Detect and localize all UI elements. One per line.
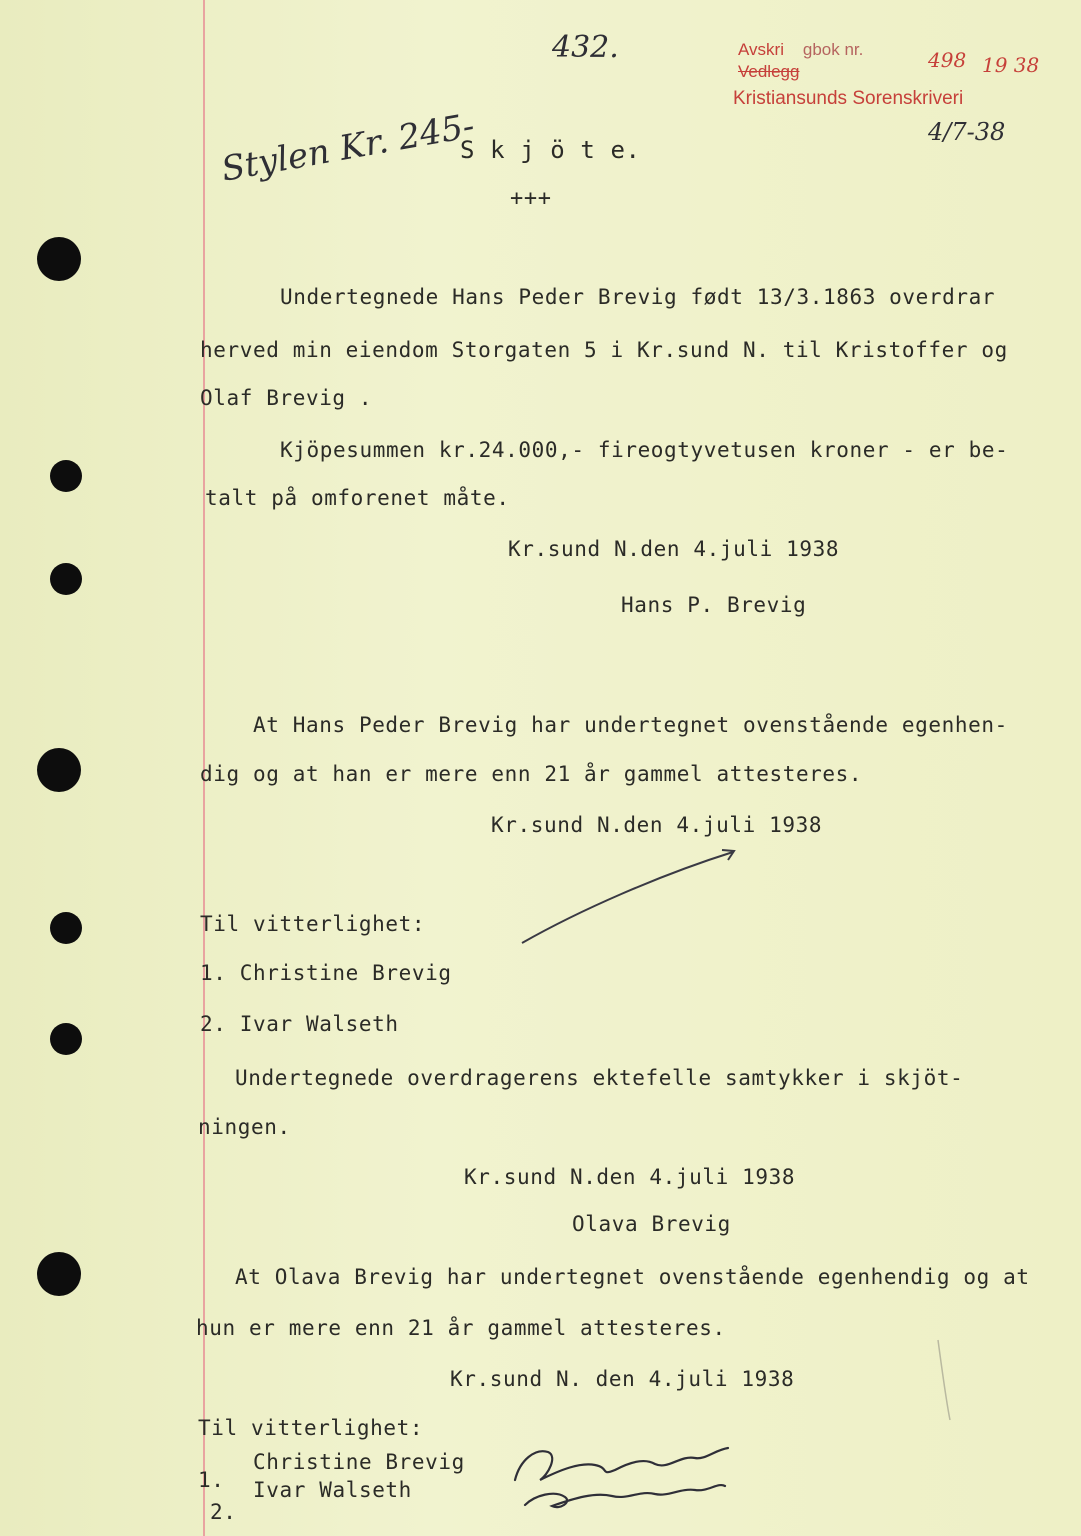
deed-line-2: herved min eiendom Storgaten 5 i Kr.sund N. til Kristoffer og [200, 338, 1008, 362]
consent-signature: Olava Brevig [572, 1212, 731, 1236]
stamp-line-3: Kristiansunds Sorenskriveri [733, 88, 964, 109]
deed-line-5: talt på omforenet måte. [205, 486, 510, 510]
deed-line-4: Kjöpesummen kr.24.000,- fireogtyvetusen kroner - er be- [280, 438, 1009, 462]
stamp-line-2: Vedlegg [738, 62, 800, 81]
deed-line-3: Olaf Brevig . [200, 386, 373, 410]
stamp-date: 4/7-38 [928, 118, 1006, 146]
consent-line-2: ningen. [198, 1115, 291, 1139]
witness2-heading: Til vitterlighet: [198, 1416, 424, 1440]
attest2-place-date: Kr.sund N. den 4.juli 1938 [450, 1367, 795, 1391]
witness2-name-2: Ivar Walseth [253, 1478, 412, 1502]
witness1-item-1: 1. Christine Brevig [200, 961, 452, 985]
stamp-year: 19 38 [982, 53, 1040, 77]
attest1-place-date: Kr.sund N.den 4.juli 1938 [491, 813, 823, 837]
attest2-line-1: At Olava Brevig har undertegnet ovenstående egenhendig og at [235, 1265, 1030, 1289]
deed-signature: Hans P. Brevig [621, 593, 807, 617]
title-mark: +++ [510, 186, 552, 211]
document-title: S k j ö t e. [460, 136, 641, 164]
attest2-line-2: hun er mere enn 21 år gammel attesteres. [196, 1316, 726, 1340]
consent-line-1: Undertegnede overdragerens ektefelle samtykker i skjöt- [235, 1066, 964, 1090]
deed-line-1: Undertegnede Hans Peder Brevig født 13/3.1863 overdrar [280, 285, 996, 309]
deed-place-date: Kr.sund N.den 4.juli 1938 [508, 537, 840, 561]
stamp-entry-number: 498 [928, 48, 967, 72]
witness2-number-2: 2. [210, 1500, 237, 1524]
attest1-line-2: dig og at han er mere enn 21 år gammel attesteres. [200, 762, 863, 786]
witness2-number-1: 1. [198, 1468, 225, 1492]
witness1-heading: Til vitterlighet: [200, 912, 426, 936]
witness2-name-1: Christine Brevig [253, 1450, 465, 1474]
witness1-item-2: 2. Ivar Walseth [200, 1012, 399, 1036]
consent-place-date: Kr.sund N.den 4.juli 1938 [464, 1165, 796, 1189]
margin-note: Stylen Kr. 245- [218, 105, 478, 190]
folio-number: 432. [552, 30, 619, 65]
attest1-line-1: At Hans Peder Brevig har undertegnet ovenstående egenhen- [253, 713, 1008, 737]
stamp-line-1: Avskri gbok nr. [738, 40, 864, 59]
